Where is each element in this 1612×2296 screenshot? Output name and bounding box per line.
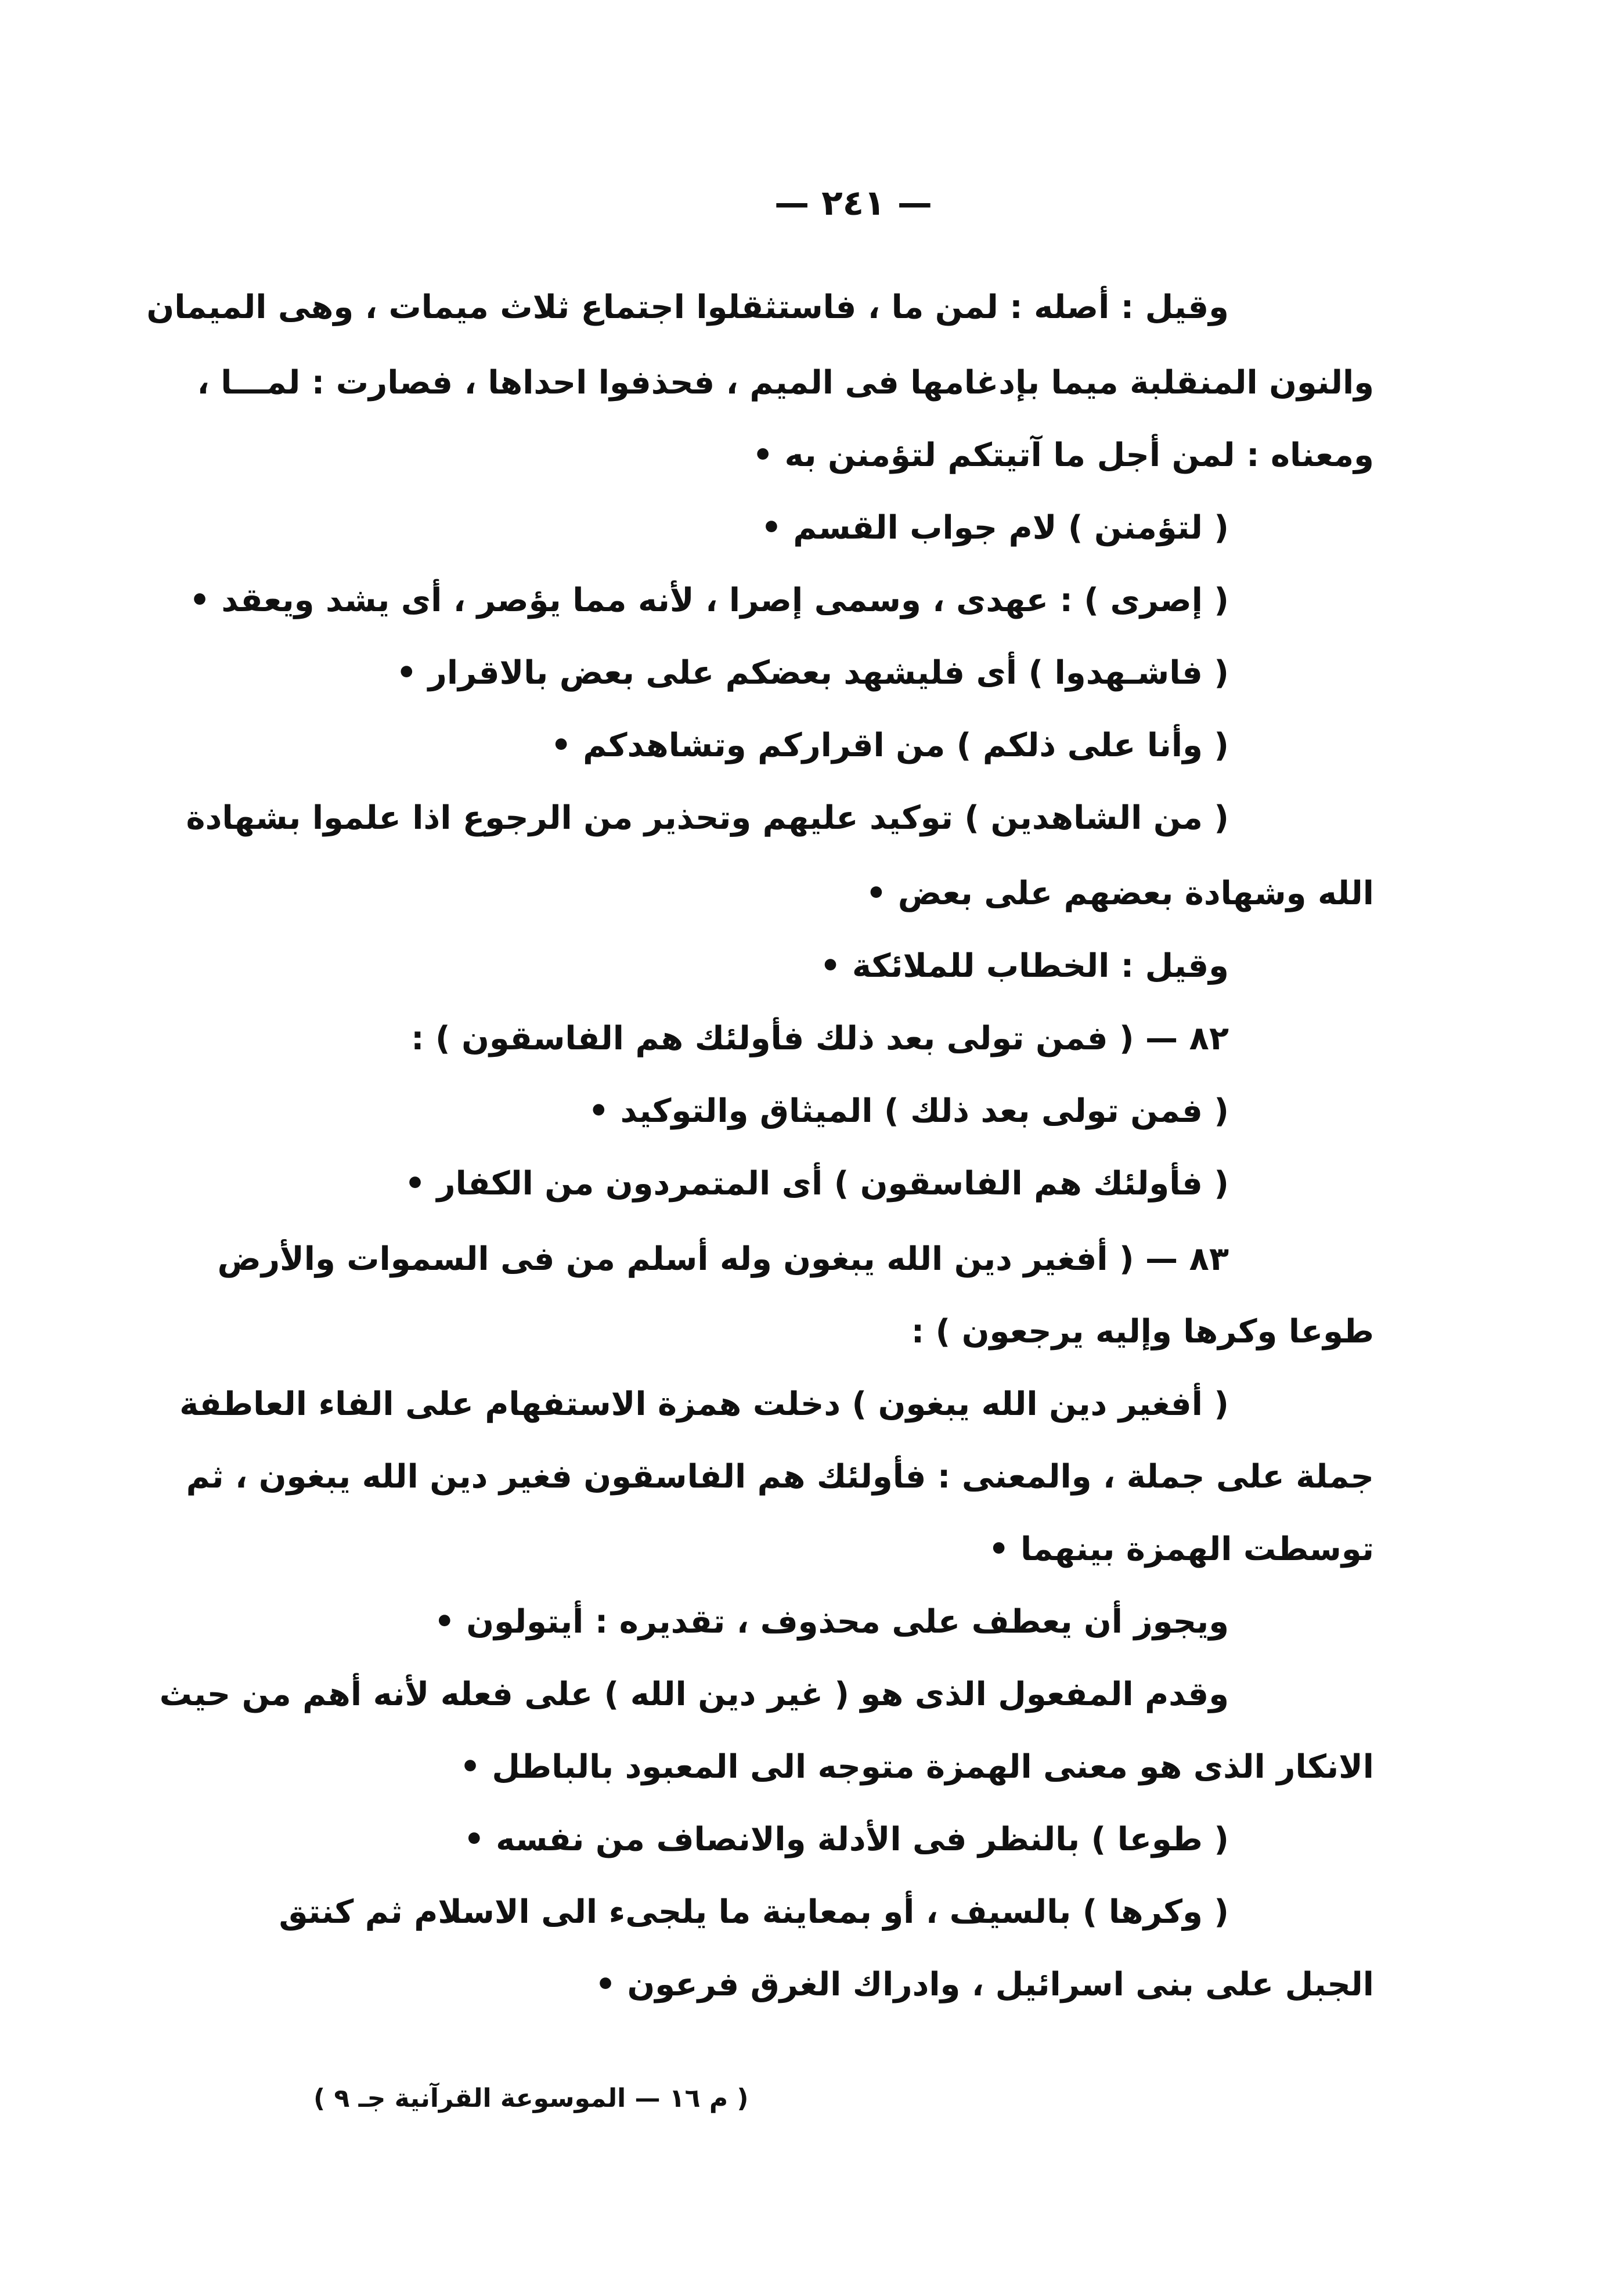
text-line: جملة على جملة ، والمعنى : فأولئك هم الفاسقون فغير دين الله يبغون ، ثم xyxy=(186,1458,1374,1496)
text-line: الله وشهادة بعضهم على بعض • xyxy=(865,875,1374,912)
text-line: وقيل : الخطاب للملائكة • xyxy=(820,947,1229,985)
text-line: ( أفغير دين الله يبغون ) دخلت همزة الاستفهام على الفاء العاطفة xyxy=(179,1385,1229,1423)
text-line: والنون المنقلبة ميما بإدغامها فى الميم ، فحذفوا احداها ، فصارت : لمـــا ، xyxy=(197,364,1374,402)
text-line: وقيل : أصله : لمن ما ، فاستثقلوا اجتماع ثلاث ميمات ، وهى الميمان xyxy=(146,288,1229,326)
text-line: الانكار الذى هو معنى الهمزة متوجه الى المعبود بالباطل • xyxy=(460,1748,1374,1786)
text-line: ( طوعا ) بالنظر فى الأدلة والانصاف من نفسه • xyxy=(463,1821,1229,1858)
text-line: ( فأولئك هم الفاسقون ) أى المتمردون من الكفار • xyxy=(405,1165,1229,1203)
footnote: ( م ١٦ — الموسوعة القرآنية جـ ٩ ) xyxy=(313,2084,749,2113)
text-line: ( لتؤمنن ) لام جواب القسم • xyxy=(761,509,1229,547)
text-line: ٨٢ — ( فمن تولى بعد ذلك فأولئك هم الفاسقون ) : xyxy=(411,1020,1229,1057)
text-line: طوعا وكرها وإليه يرجعون ) : xyxy=(911,1313,1374,1351)
text-line: وقدم المفعول الذى هو ( غير دين الله ) على فعله لأنه أهم من حيث xyxy=(159,1676,1229,1713)
text-line: ٨٣ — ( أفغير دين الله يبغون وله أسلم من فى السموات والأرض xyxy=(217,1240,1229,1278)
text-line: ( فمن تولى بعد ذلك ) الميثاق والتوكيد • xyxy=(588,1092,1229,1130)
text-line: ( فاشـهدوا ) أى فليشهد بعضكم على بعض بالاقرار • xyxy=(396,654,1229,692)
page-number: — ٢٤١ — xyxy=(774,183,932,223)
text-line: ومعناه : لمن أجل ما آتيتكم لتؤمنن به • xyxy=(752,436,1374,474)
text-line: ( من الشاهدين ) توكيد عليهم وتحذير من الرجوع اذا علموا بشهادة xyxy=(186,799,1229,837)
text-line: الجبل على بنى اسرائيل ، وادراك الغرق فرعون • xyxy=(595,1966,1374,2003)
text-line: ويجوز أن يعطف على محذوف ، تقديره : أيتولون • xyxy=(434,1603,1229,1641)
text-line: ( وأنا على ذلكم ) من اقراركم وتشاهدكم • xyxy=(550,727,1229,764)
text-line: توسطت الهمزة بينهما • xyxy=(988,1530,1374,1568)
text-line: ( إصرى ) : عهدى ، وسمى إصرا ، لأنه مما يؤصر ، أى يشد ويعقد • xyxy=(189,582,1229,619)
text-line: ( وكرها ) بالسيف ، أو بمعاينة ما يلجىء الى الاسلام ثم كنتق xyxy=(279,1893,1229,1931)
